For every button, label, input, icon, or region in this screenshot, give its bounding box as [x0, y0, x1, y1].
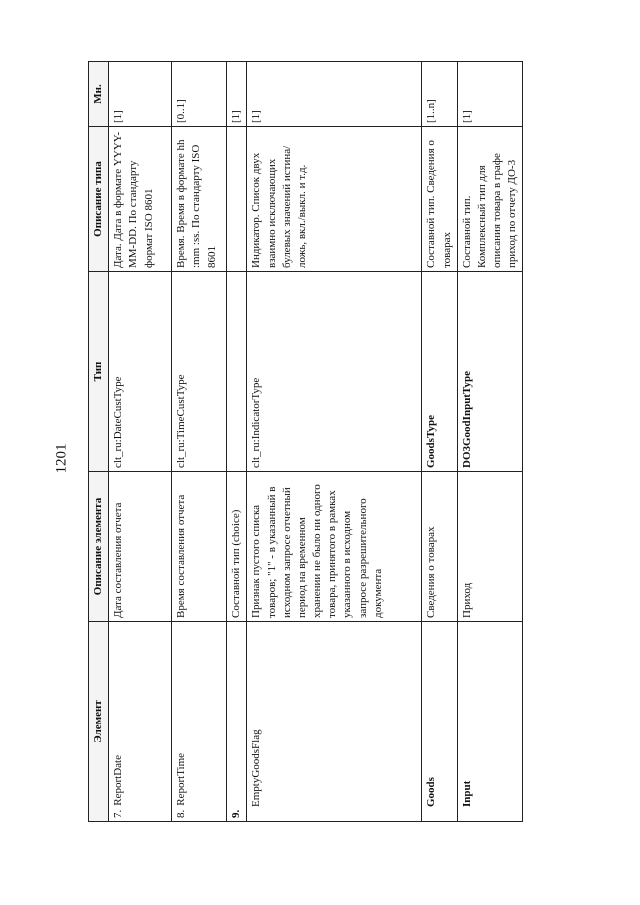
header-element-desc: Описание элемента [89, 472, 109, 622]
mn-cell: [0..1] [172, 62, 227, 127]
element-cell: Goods [422, 622, 457, 822]
type-desc-cell: Время. Время в формате hh :mm :ss. По стандарту ISO 8601 [172, 127, 227, 272]
mn-cell: [1] [227, 62, 247, 127]
header-type: Тип [89, 272, 109, 472]
table-row [247, 62, 422, 822]
rotated-page-content [88, 62, 519, 822]
type-cell: DO3GoodInputType [457, 272, 523, 472]
table-row [109, 62, 172, 822]
type-desc-cell: Индикатор. Список двух взаимно исключающих булевых значений истина/ложь, вкл./выкл. и т.д. [247, 127, 422, 272]
element-name: ReportDate [112, 755, 125, 806]
type-cell: clt_ru:TimeCustType [172, 272, 227, 472]
type-cell: clt_ru:IndicatorType [247, 272, 422, 472]
table-row [457, 62, 523, 822]
type-desc-cell: Составной тип. Сведения о товарах [422, 127, 457, 272]
page-number: 1201 [53, 443, 70, 474]
type-cell [227, 272, 247, 472]
type-cell: clt_ru:DateCustType [109, 272, 172, 472]
type-cell: GoodsType [422, 272, 457, 472]
header-type-desc: Описание типа [89, 127, 109, 272]
table-row [422, 62, 457, 822]
element-cell [109, 622, 172, 822]
mn-cell: [1..n] [422, 62, 457, 127]
row-number: 8. [175, 809, 188, 818]
type-desc-cell: Дата. Дата в формате YYYY-MM-DD. По стандарту формат ISO 8601 [109, 127, 172, 272]
row-number: 7. [112, 809, 125, 818]
element-desc-cell: Приход [457, 472, 523, 622]
header-mn: Мн. [89, 62, 109, 127]
table-row [172, 62, 227, 822]
type-desc-cell [227, 127, 247, 272]
spec-table [88, 61, 523, 822]
type-desc-cell: Составной тип. Комплексный тип для описания товара в графе приход по отчету ДО-3 [457, 127, 523, 272]
mn-cell: [1] [457, 62, 523, 127]
element-cell: EmptyGoodsFlag [247, 622, 422, 822]
mn-cell: [1] [247, 62, 422, 127]
element-desc-cell: Составной тип (choice) [227, 472, 247, 622]
table-header-row [89, 62, 109, 822]
header-element: Элемент [89, 622, 109, 822]
element-cell [172, 622, 227, 822]
element-desc-cell: Сведения о товарах [422, 472, 457, 622]
element-cell [227, 622, 247, 822]
element-cell: Input [457, 622, 523, 822]
row-number: 9. [230, 809, 243, 818]
element-name: ReportTime [175, 752, 188, 806]
element-desc-cell: Время составления отчета [172, 472, 227, 622]
element-desc-cell: Дата составления отчета [109, 472, 172, 622]
mn-cell: [1] [109, 62, 172, 127]
element-desc-cell: Признак пустого списка товаров; "1" - в указанный в исходном запросе отчетный период на временном хранении не было ни одного товара, принятого в рамках указанного в исходном запросе разрешительного документа [247, 472, 422, 622]
table-row [227, 62, 247, 822]
